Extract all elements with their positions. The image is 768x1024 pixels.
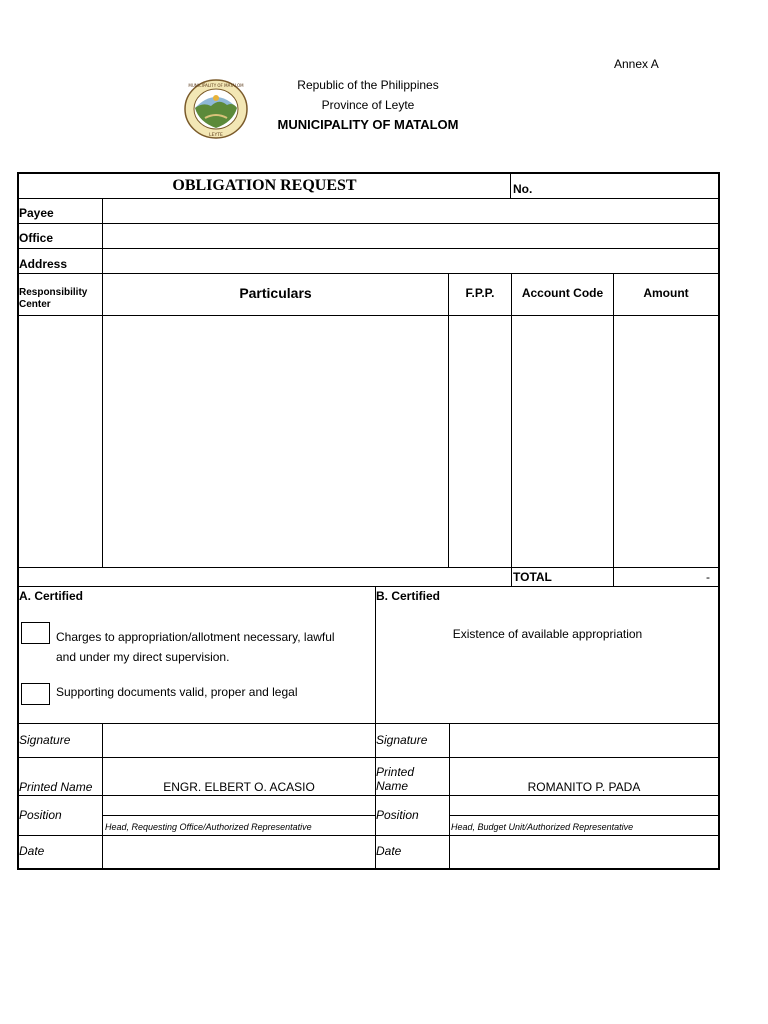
office-label: Office (19, 231, 54, 245)
col-fpp: F.P.P. (465, 286, 495, 300)
certified-b-label: B. Certified (376, 589, 441, 603)
header-republic: Republic of the Philippines (297, 78, 439, 92)
rule-certified (17, 723, 720, 724)
rule-date (17, 835, 720, 836)
total-label: TOTAL (513, 570, 552, 584)
border-right (718, 172, 720, 870)
obligation-request-form (17, 172, 720, 870)
rule-title (17, 198, 720, 199)
signature-a-label: Signature (19, 733, 71, 747)
rule-label-column (102, 198, 103, 567)
svg-text:MUNICIPALITY OF MATALOM: MUNICIPALITY OF MATALOM (188, 83, 244, 88)
rule-account-left (511, 273, 512, 586)
rule-column-header (17, 315, 720, 316)
rule-amount-left (613, 273, 614, 586)
rule-sig-b-label (449, 723, 450, 869)
printed-name-a-value: ENGR. ELBERT O. ACASIO (163, 780, 315, 794)
annex-label: Annex A (614, 57, 659, 71)
rule-sig-a-label (102, 723, 103, 869)
col-particulars: Particulars (239, 285, 312, 301)
header-municipality: MUNICIPALITY OF MATALOM (277, 117, 459, 132)
border-left (17, 172, 19, 870)
date-b-label: Date (376, 844, 402, 858)
rule-printed-name (17, 795, 720, 796)
border-bottom (17, 868, 720, 870)
rule-payee (17, 223, 720, 224)
rule-signature (17, 757, 720, 758)
no-label: No. (513, 182, 533, 196)
header-province: Province of Leyte (321, 98, 415, 112)
total-value: - (706, 570, 710, 584)
position-a-value: Head, Requesting Office/Authorized Representative (105, 822, 312, 832)
rule-body-end (17, 567, 720, 568)
supporting-docs-checkbox[interactable] (21, 683, 50, 705)
position-a-label: Position (19, 808, 62, 822)
col-account-code: Account Code (521, 286, 604, 300)
rule-section-divider (375, 586, 376, 869)
position-b-label: Position (376, 808, 419, 822)
certified-a-item2: Supporting documents valid, proper and legal (56, 685, 298, 699)
address-label: Address (19, 257, 68, 271)
form-title: OBLIGATION REQUEST (172, 177, 357, 194)
payee-label: Payee (19, 206, 54, 220)
printed-name-a-label: Printed Name (19, 780, 93, 794)
rule-position-b (449, 815, 720, 816)
certified-b-text: Existence of available appropriation (452, 627, 643, 641)
municipal-seal-icon (183, 78, 249, 140)
svg-text:LEYTE: LEYTE (209, 133, 223, 138)
position-b-value: Head, Budget Unit/Authorized Representative (451, 822, 634, 832)
rule-fpp-left (448, 273, 449, 567)
printed-name-b-label: Printed Name (376, 765, 415, 793)
col-amount: Amount (643, 286, 689, 300)
certified-a-item1: Charges to appropriation/allotment necessary, lawful and under my direct supervision. (56, 630, 335, 664)
printed-name-b-value: ROMANITO P. PADA (527, 780, 641, 794)
col-responsibility-center: Responsibility Center (19, 287, 88, 310)
rule-no-divider (510, 172, 511, 198)
letterhead (258, 75, 478, 135)
charges-checkbox[interactable] (21, 622, 50, 644)
certified-a-label: A. Certified (19, 589, 84, 603)
signature-b-label: Signature (376, 733, 428, 747)
border-top (17, 172, 720, 174)
rule-position-a (102, 815, 375, 816)
rule-address (17, 273, 720, 274)
rule-total (17, 586, 720, 587)
rule-office (17, 248, 720, 249)
date-a-label: Date (19, 844, 45, 858)
